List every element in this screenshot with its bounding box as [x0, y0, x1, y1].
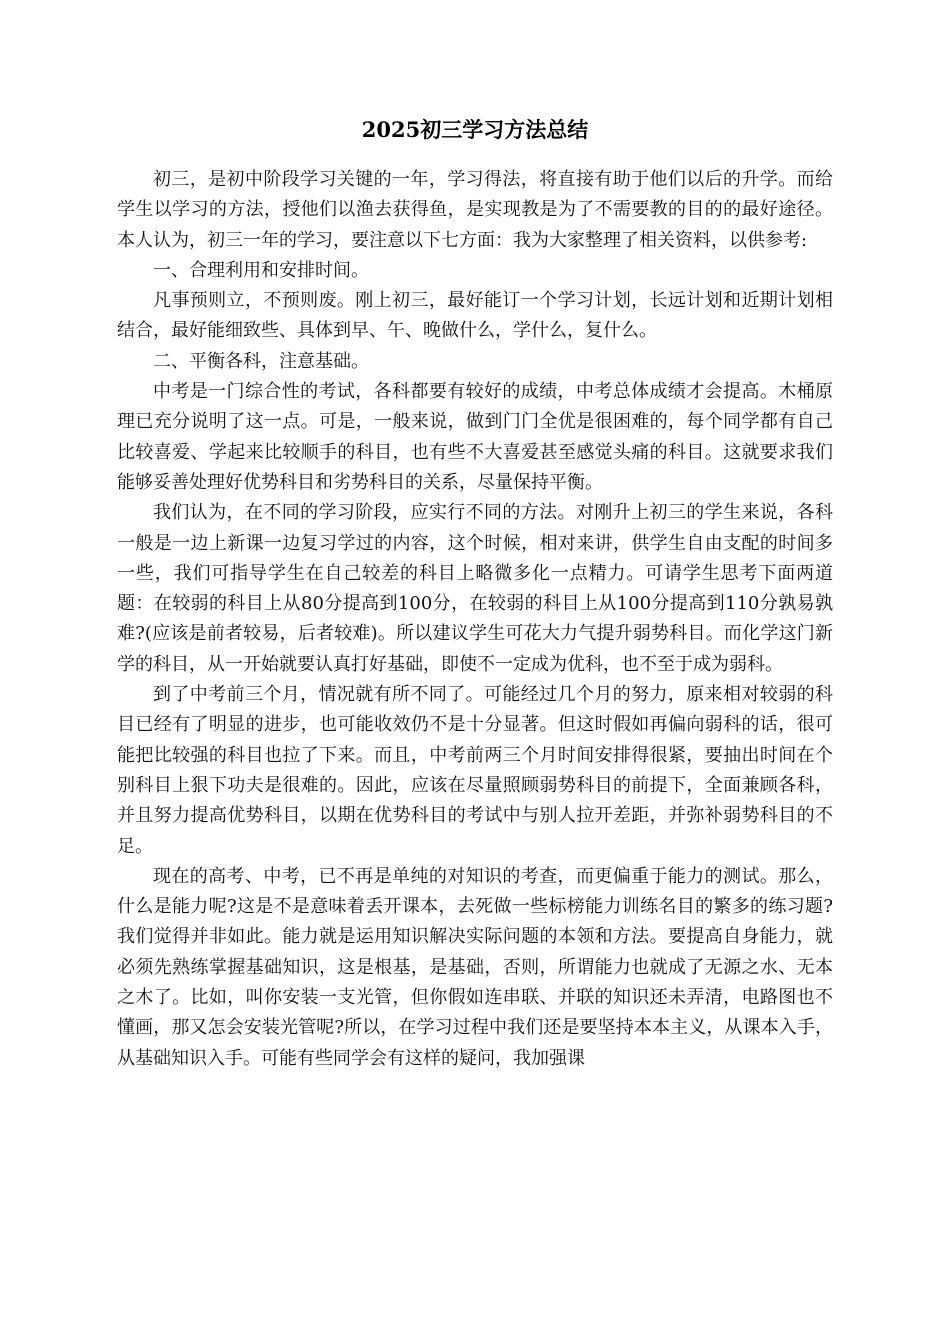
- paragraph-intro: 初三，是初中阶段学习关键的一年，学习得法，将直接有助于他们以后的升学。而给学生以学习的方法，授他们以渔去获得鱼，是实现教是为了不需要教的目的的最好途径。本人认为，初三一年的学习，要注意以下七方面：我为大家整理了相关资料，以供参考:: [117, 169, 833, 251]
- paragraph-balance: 中考是一门综合性的考试，各科都要有较好的成绩，中考总体成绩才会提高。木桶原理已充分说明了这一点。可是，一般来说，做到门门全优是很困难的，每个同学都有自己比较喜爱、学起来比较顺手的科目，也有些不大喜爱甚至感觉头痛的科目。这就要求我们能够妥善处理好优势科目和劣势科目的关系，尽量保持平衡。: [117, 381, 833, 493]
- section-heading-balance: 二、平衡各科，注意基础。: [153, 350, 369, 372]
- paragraph-final-months: 到了中考前三个月，情况就有所不同了。可能经过几个月的努力，原来相对较弱的科目已经有了明显的进步，也可能收效仍不是十分显著。但这时假如再偏向弱科的话，很可能把比较强的科目也拉了下来。而且，中考前两三个月时间安排得很紧，要抽出时间在个别科目上狠下功夫是很难的。因此，应该在尽量照顾弱势科目的前提下，全面兼顾各科，并且努力提高优势科目，以期在优势科目的考试中与别人拉开差距，并弥补弱势科目的不足。: [117, 684, 833, 857]
- document-body: [117, 165, 833, 1074]
- paragraph-time-plan: 凡事预则立，不预则废。刚上初三，最好能订一个学习计划，长远计划和近期计划相结合，最好能细致些、具体到早、午、晚做什么，学什么，复什么。: [117, 290, 833, 342]
- paragraph-ability: 现在的高考、中考，已不再是单纯的对知识的考查，而更偏重于能力的测试。那么，什么是能力呢?这是不是意味着丢开课本，去死做一些标榜能力训练名目的繁多的练习题?我们觉得并非如此。能力就是运用知识解决实际问题的本领和方法。要提高自身能力，就必须先熟练掌握基础知识，这是根基，是基础，否则，所谓能力也就成了无源之水、无本之木了。比如，叫你安装一支光管，但你假如连串联、并联的知识还未弄清，电路图也不懂画，那又怎会安装光管呢?所以，在学习过程中我们还是要坚持本本主义，从课本入手，从基础知识入手。可能有些同学会有这样的疑问，我加强课: [117, 865, 833, 1069]
- document-title: 2025初三学习方法总结: [361, 117, 589, 142]
- section-heading-time: 一、合理利用和安排时间。: [153, 259, 369, 281]
- paragraph-stages: 我们认为，在不同的学习阶段，应实行不同的方法。对刚升上初三的学生来说，各科一般是一边上新课一边复习学过的内容，这个时候，相对来讲，供学生自由支配的时间多一些，我们可指导学生在自己较差的科目上略微多化一点精力。可请学生思考下面两道题：在较弱的科目上从80分提高到100分，在较弱的科目上从100分提高到110分孰易孰难?(应该是前者较易，后者较难)。所以建议学生可花大力气提升弱势科目。而化学这门新学的科目，从一开始就要认真打好基础，即使不一定成为优科，也不至于成为弱科。: [117, 502, 833, 675]
